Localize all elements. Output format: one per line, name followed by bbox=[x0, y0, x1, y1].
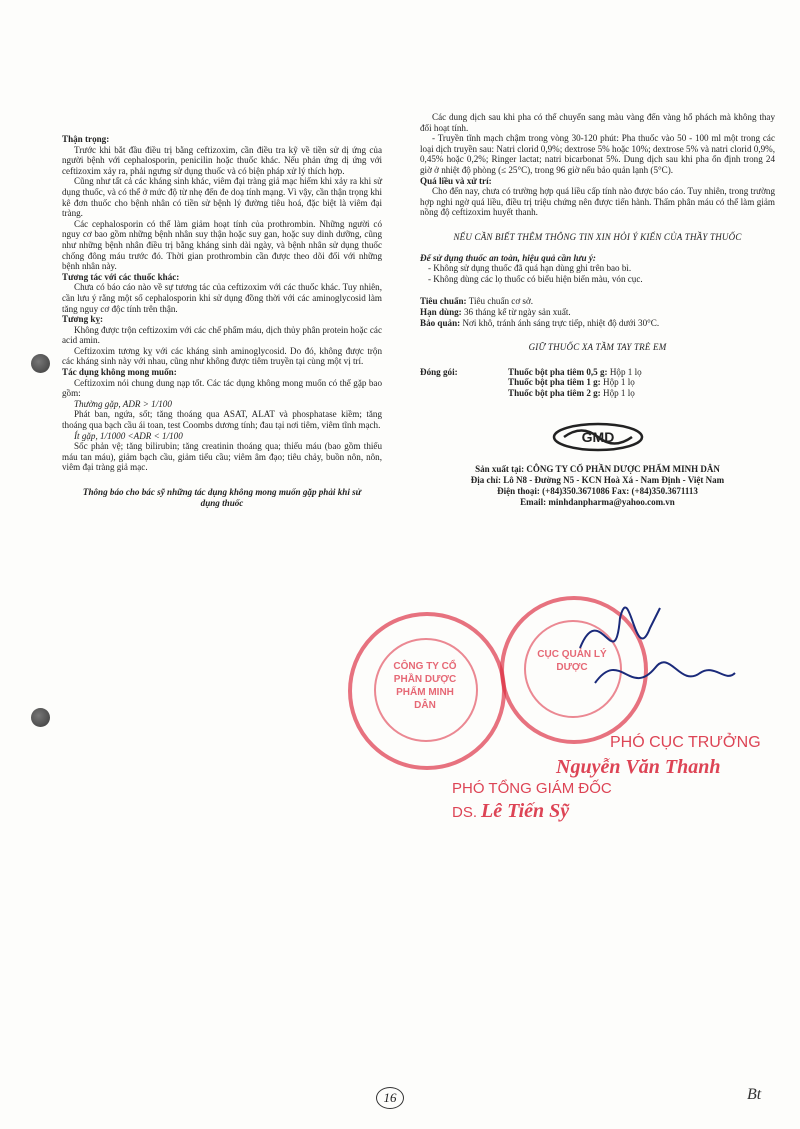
page-number: 16 bbox=[376, 1087, 404, 1109]
phone-value: (+84)350.3671086 bbox=[542, 486, 610, 497]
company-stamp-text: CÔNG TY CỔ PHẦN DƯỢC PHẨM MINH DÂN bbox=[393, 661, 457, 711]
spec-label: Tiêu chuẩn: bbox=[420, 296, 467, 307]
signer-name-right: Nguyễn Văn Thanh bbox=[556, 756, 721, 778]
paragraph: Sốc phản vệ; tăng bilirubin; tăng creatinin thoáng qua; thiếu máu (bao gồm thiếu máu tan máu), giảm bạch cầu, giảm tiểu cầu; viêm âm đạo; tiêu chảy, buồn nôn, nôn, viêm đại tràng giả mạc. bbox=[62, 441, 382, 473]
paragraph: Ceftizoxim tương kỵ với các kháng sinh aminoglycosid. Do đó, không được trộn các kháng sinh này với nhau, cũng như không được tiêm truyền tại cùng một vị trí. bbox=[62, 345, 382, 367]
mfg-name: CÔNG TY CỔ PHẦN DƯỢC PHẨM MINH DÂN bbox=[526, 464, 720, 475]
signature-mark bbox=[560, 588, 760, 708]
signer-title-right: PHÓ CỤC TRƯỞNG bbox=[610, 734, 761, 751]
signer-name-left: Lê Tiến Sỹ bbox=[481, 800, 570, 822]
manufacturer-info bbox=[420, 464, 775, 507]
section-title-tac-dung: Tác dụng không mong muốn: bbox=[62, 367, 177, 378]
frequency-common: Thường gặp, ADR > 1/100 bbox=[74, 398, 172, 409]
email-label: Email: bbox=[520, 496, 547, 507]
agency-stamp-text: CỤC QUẢN LÝ DƯỢC bbox=[537, 649, 607, 673]
signer-prefix: DS. bbox=[452, 804, 478, 821]
spec-line bbox=[420, 296, 775, 307]
safe-use-item: - Không dùng các lọ thuốc có biểu hiện biến màu, vón cục. bbox=[428, 273, 643, 284]
email-value: minhdanpharma@yahoo.com.vn bbox=[548, 496, 675, 507]
section-title-qua-lieu: Quá liều và xử trí: bbox=[420, 175, 492, 186]
paragraph: Không được trộn ceftizoxim với các chế phẩm máu, dịch thủy phân protein hoặc các acid amin. bbox=[62, 324, 382, 346]
addr-value: Lô N8 - Đường N5 - KCN Hoà Xá - Nam Định - Việt Nam bbox=[503, 475, 725, 486]
paragraph: Các dung dịch sau khi pha có thể chuyển sang màu vàng đến vàng hổ phách mà không thay đổi hoạt tính. bbox=[420, 112, 775, 133]
expiry-value: 36 tháng kể từ ngày sản xuất. bbox=[463, 306, 571, 317]
safe-use-title: Để sử dụng thuốc an toàn, hiệu quả cần lưu ý: bbox=[420, 252, 596, 263]
spec-value: Tiêu chuẩn cơ sở. bbox=[468, 296, 534, 307]
packaging bbox=[420, 367, 775, 399]
pack-item bbox=[508, 377, 642, 388]
corner-mark: Bt bbox=[747, 1086, 762, 1103]
phone-label: Điện thoại: bbox=[497, 486, 540, 497]
fax-value: (+84)350.3671113 bbox=[631, 486, 698, 497]
svg-text:GMD: GMD bbox=[581, 429, 614, 446]
addr-label: Địa chỉ: bbox=[470, 475, 502, 486]
storage-line bbox=[420, 318, 775, 329]
paragraph: Chưa có báo cáo nào về sự tương tác của ceftizoxim với các thuốc khác. Tuy nhiên, cần lưu ý rằng một số cephalosporin khi sử dụng đồng thời với các aminoglycosid làm tăng nguy cơ độc tính trên thận. bbox=[62, 282, 382, 314]
pack-name: Thuốc bột pha tiêm 1 g: bbox=[508, 377, 601, 388]
punch-hole bbox=[31, 354, 50, 373]
gmd-logo-icon bbox=[552, 422, 644, 452]
section-title-tuong-tac: Tương tác với các thuốc khác: bbox=[62, 271, 180, 282]
paragraph: Trước khi bắt đầu điều trị bằng ceftizoxim, cần điều tra kỹ về tiền sử dị ứng của người bệnh với cephalosporin, penicilin hoặc thuốc khác. Nếu phản ứng dị ứng với ceftizoxim xảy ra, phải ngưng sử dụng thuốc và có biện pháp xử lý thích hợp. bbox=[62, 144, 382, 176]
company-stamp bbox=[348, 612, 506, 770]
section-title-tuong-ky: Tương kỵ: bbox=[62, 314, 104, 325]
signer-title-left: PHÓ TỔNG GIÁM ĐỐC bbox=[452, 780, 612, 797]
expiry-label: Hạn dùng: bbox=[420, 306, 462, 317]
signer-name-left-line bbox=[452, 800, 569, 823]
storage-value: Nơi khô, tránh ánh sáng trực tiếp, nhiệt độ dưới 30°C. bbox=[462, 317, 660, 328]
children-warning: GIỮ THUỐC XA TẦM TAY TRẺ EM bbox=[528, 342, 667, 353]
pack-size: Hộp 1 lọ bbox=[603, 387, 635, 398]
paragraph: - Truyền tĩnh mạch chậm trong vòng 30-120 phút: Pha thuốc vào 50 - 100 ml một trong các loại dịch truyền sau: Natri clorid 0,9%; dextrose 5% hoặc 10%; dextrose 5% và natri clorid 0,9%, 0,45% hoặc 0,2%; Ringer lactat; natri bicarbonat 5%. Dung dịch sau khi pha ổn định trong 24 giờ ở nhiệt độ phòng (≤ 25°C), trong 96 giờ nếu bảo quản lạnh (5°C). bbox=[420, 133, 775, 175]
paragraph: Phát ban, ngứa, sốt; tăng thoáng qua ASAT, ALAT và phosphatase kiềm; tăng thoáng qua bạch cầu ái toan, test Coombs dương tính; đau tại nơi tiêm, viêm tĩnh mạch. bbox=[62, 409, 382, 431]
paragraph: Các cephalosporin có thể làm giảm hoạt tính của prothrombin. Những người có nguy cơ bao gồm những bệnh nhân suy thận hoặc suy gan, hoặc suy dinh dưỡng, cũng như những bệnh nhân điều trị bằng kháng sinh dài ngày, và bệnh nhân sử dụng thuốc chống đông máu trước đó. Thời gian prothrombin cần được theo dõi đối với những bệnh nhân này. bbox=[62, 218, 382, 272]
left-column bbox=[62, 134, 382, 508]
pack-size: Hộp 1 lọ bbox=[609, 366, 642, 377]
packaging-list bbox=[508, 367, 642, 399]
section-title-than-trong: Thận trọng: bbox=[62, 134, 110, 144]
paragraph: Cho đến nay, chưa có trường hợp quá liều cấp tính nào được báo cáo. Tuy nhiên, trong trường hợp nghi ngờ quá liều, điều trị triệu chứng nên được tiến hành. Thẩm phân máu có thể làm giảm nồng độ ceftizoxim huyết thanh. bbox=[420, 186, 775, 218]
paragraph: Ceftizoxim nói chung dung nạp tốt. Các tác dụng không mong muốn có thể gặp bao gồm: bbox=[62, 377, 382, 399]
expiry-line bbox=[420, 307, 775, 318]
pack-item bbox=[508, 388, 642, 399]
pack-item bbox=[508, 367, 642, 378]
mfg-label: Sản xuất tại: bbox=[475, 464, 525, 475]
advice-warning: NẾU CẦN BIẾT THÊM THÔNG TIN XIN HỎI Ý KIẾN CỦA THẦY THUỐC bbox=[453, 231, 742, 242]
storage-label: Bảo quản: bbox=[420, 317, 461, 328]
doctor-notice: Thông báo cho bác sỹ những tác dụng không mong muốn gặp phải khi sử dụng thuốc bbox=[82, 487, 362, 508]
paragraph: Cũng như tất cả các kháng sinh khác, viêm đại tràng giả mạc hiếm khi xảy ra khi sử dụng thuốc, và có thể ở mức độ từ nhẹ đến đe doạ tính mạng. Vì vậy, cần thận trọng khi kê đơn thuốc cho bệnh nhân có tiền sử bệnh lý đường tiêu hoá, đặc biệt là viêm đại tràng. bbox=[62, 176, 382, 219]
frequency-uncommon: Ít gặp, 1/1000 <ADR < 1/100 bbox=[74, 430, 183, 441]
punch-hole bbox=[31, 708, 50, 727]
right-column bbox=[420, 112, 775, 508]
safe-use-item: - Không sử dụng thuốc đã quá hạn dùng ghi trên bao bì. bbox=[428, 263, 632, 274]
pack-name: Thuốc bột pha tiêm 0,5 g: bbox=[508, 366, 608, 377]
fax-label: Fax: bbox=[611, 486, 630, 497]
packaging-label: Đóng gói: bbox=[420, 366, 458, 377]
company-logo bbox=[552, 422, 644, 452]
pack-name: Thuốc bột pha tiêm 2 g: bbox=[508, 387, 601, 398]
pack-size: Hộp 1 lọ bbox=[603, 377, 635, 388]
